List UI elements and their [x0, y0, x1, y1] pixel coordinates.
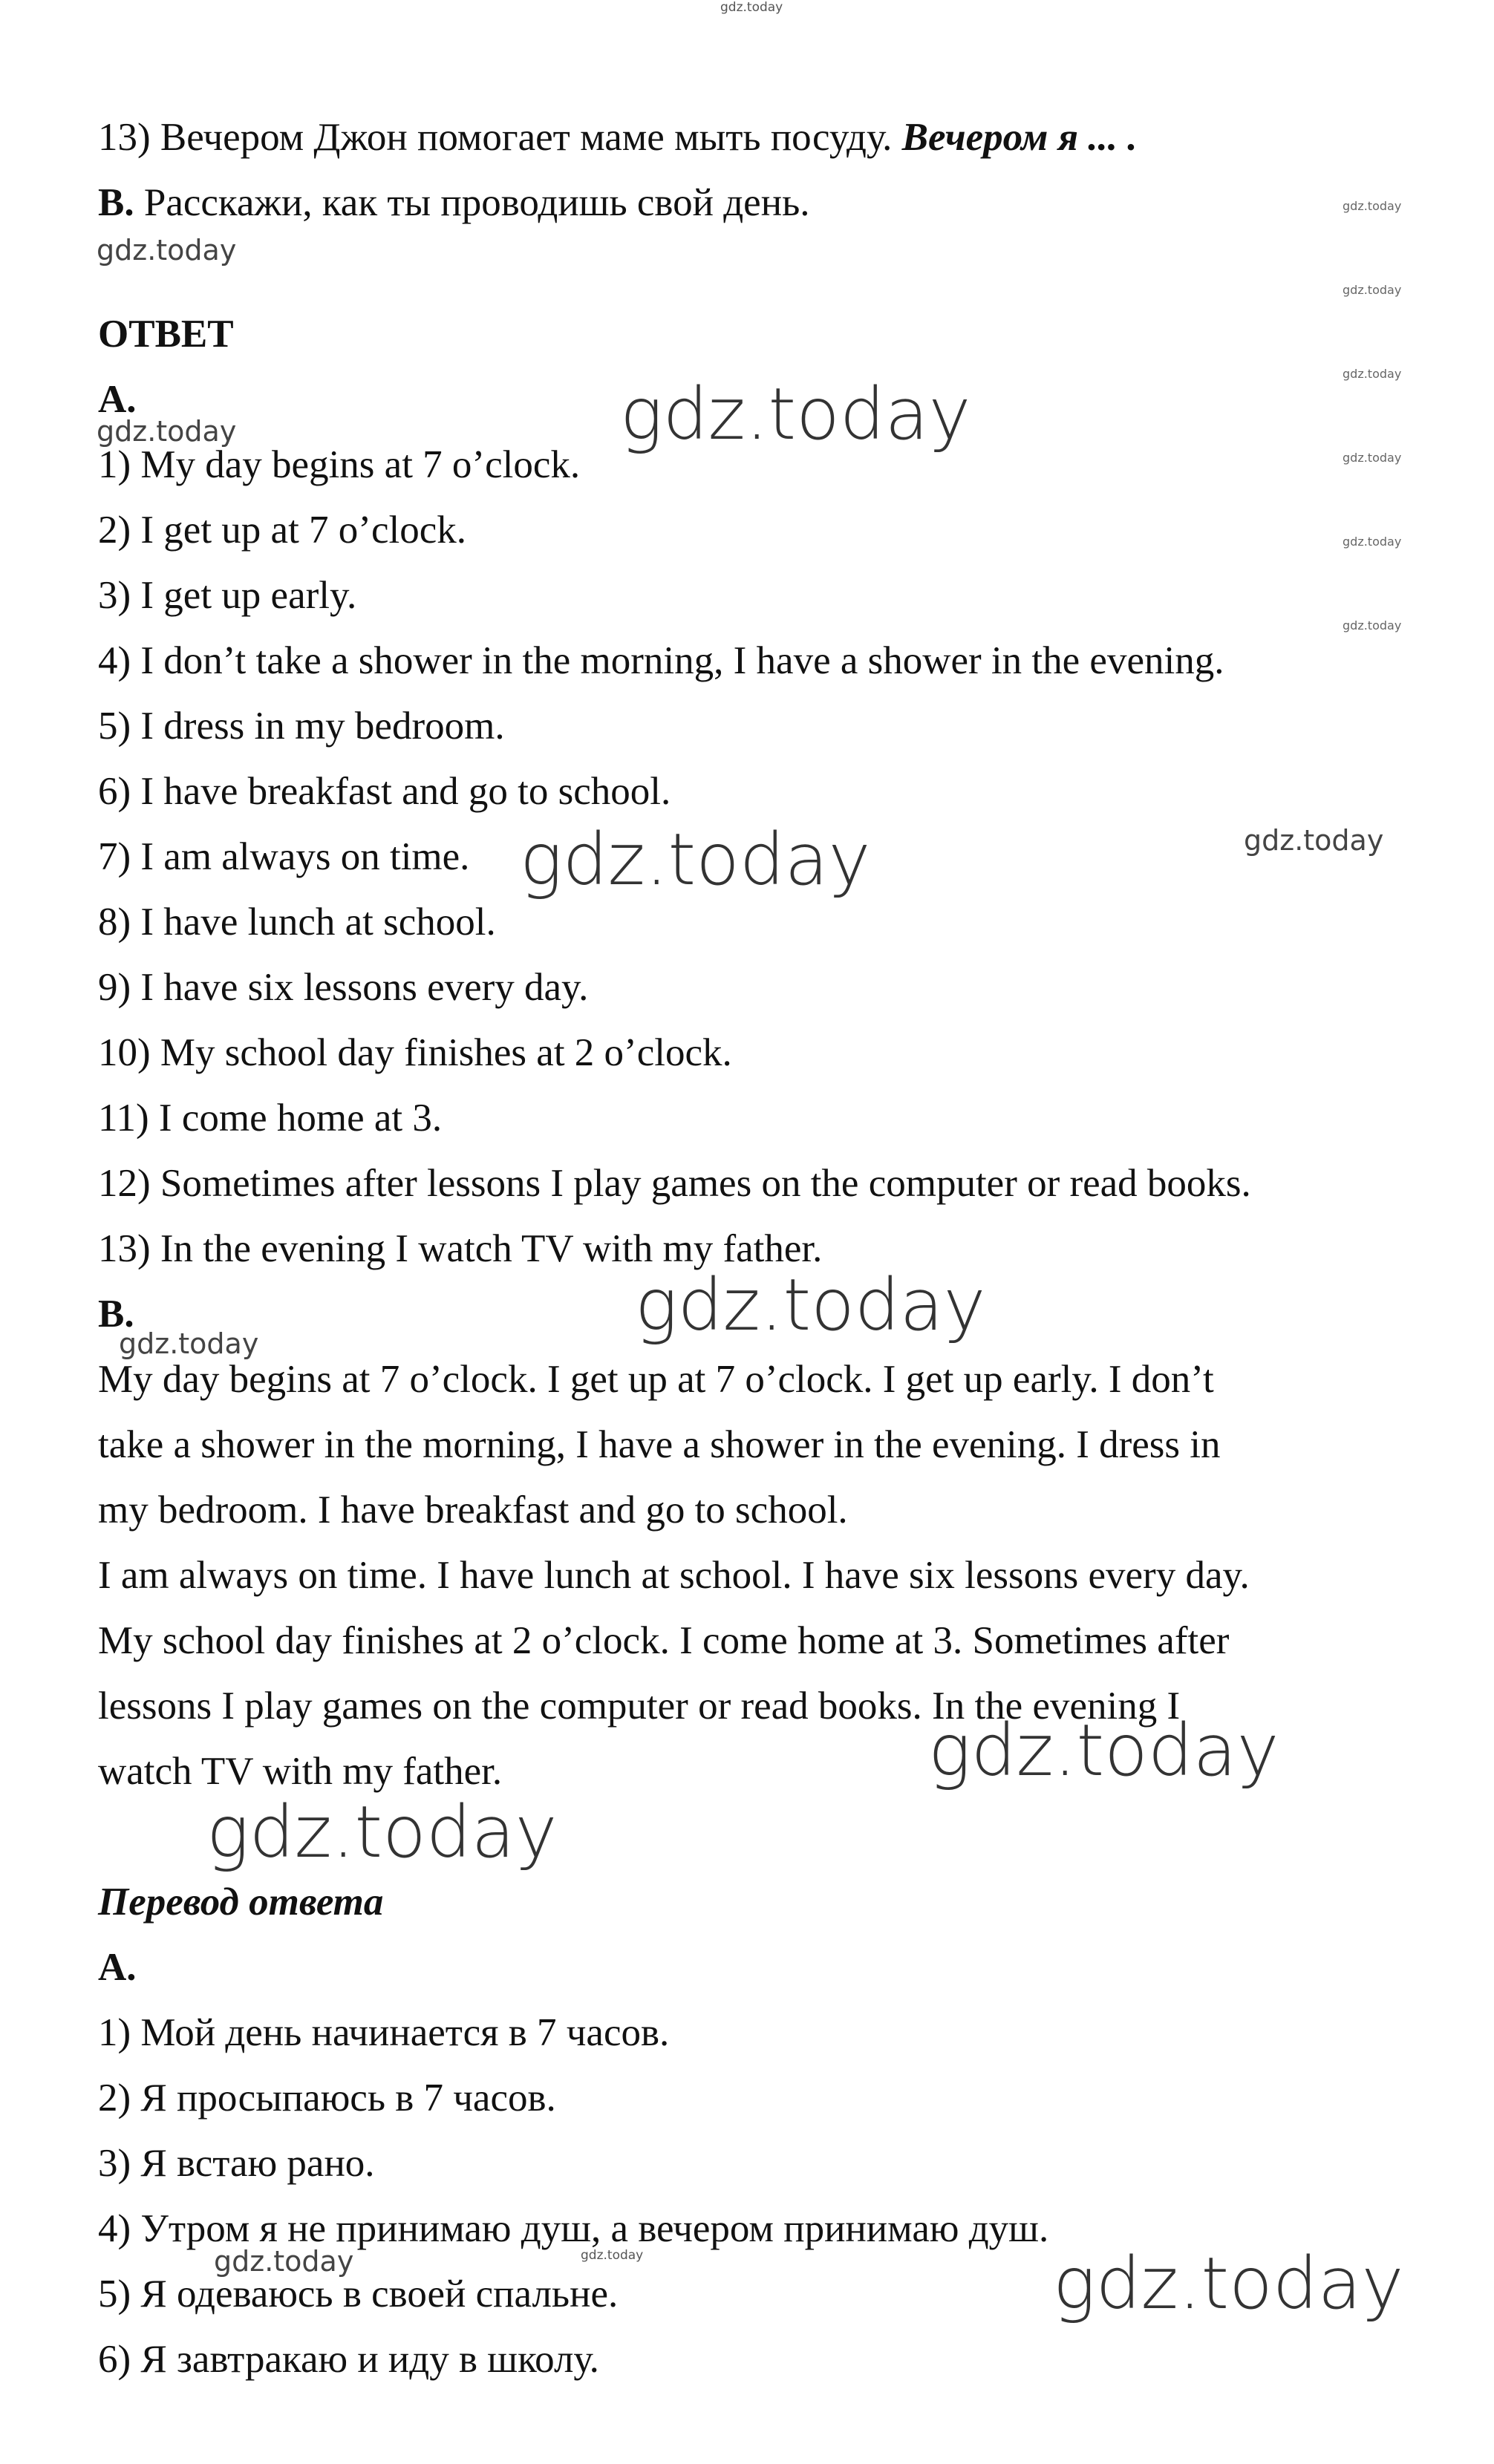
translation-a-item-4: 4) Утром я не принимаю душ, а вечером принимаю душ.	[98, 2207, 1049, 2250]
answer-a-item-10: 10) My school day finishes at 2 o’clock.	[98, 1031, 732, 1074]
watermark-small-right-6: gdz.today	[1343, 618, 1402, 633]
answer-a-item-9: 9) I have six lessons every day.	[98, 966, 589, 1009]
answer-b-line-1: My day begins at 7 o’clock. I get up at 7 o’clock. I get up early. I don’t	[98, 1358, 1214, 1401]
translation-a-item-5: 5) Я одеваюсь в своей спальне.	[98, 2272, 619, 2316]
watermark-small-right-1: gdz.today	[1343, 199, 1402, 213]
answer-a-item-5: 5) I dress in my bedroom.	[98, 705, 505, 748]
watermark-small-bottom: gdz.today	[581, 2248, 644, 2263]
watermark-large-1: gdz.today	[620, 373, 971, 456]
answer-b-line-3: my bedroom. I have breakfast and go to school.	[98, 1488, 848, 1532]
task-item-13-text: 13) Вечером Джон помогает маме мыть посуду.	[98, 116, 902, 159]
translation-a-item-2: 2) Я просыпаюсь в 7 часов.	[98, 2076, 556, 2120]
answer-a-item-11: 11) I come home at 3.	[98, 1097, 443, 1140]
translation-a-label: A.	[98, 1946, 137, 1989]
translation-a-item-6: 6) Я завтракаю и иду в школу.	[98, 2338, 599, 2381]
watermark-small-right-2: gdz.today	[1343, 283, 1402, 297]
watermark-small-right-3: gdz.today	[1343, 367, 1402, 381]
answer-a-item-7: 7) I am always on time.	[98, 835, 470, 878]
watermark-medium-5: gdz.today	[214, 2245, 354, 2278]
answer-b-line-7: watch TV with my father.	[98, 1750, 503, 1793]
watermark-medium-4: gdz.today	[119, 1327, 259, 1360]
task-item-13	[98, 111, 1138, 163]
watermark-small-right-4: gdz.today	[1343, 451, 1402, 465]
answer-a-item-8: 8) I have lunch at school.	[98, 901, 496, 944]
answer-a-item-6: 6) I have breakfast and go to school.	[98, 770, 671, 813]
answer-a-item-13: 13) In the evening I watch TV with my father.	[98, 1227, 823, 1270]
answer-b-label: B.	[98, 1293, 134, 1336]
watermark-large-3: gdz.today	[635, 1264, 986, 1347]
task-b-text: Расскажи, как ты проводишь свой день.	[134, 181, 810, 224]
answer-b-line-2: take a shower in the morning, I have a shower in the evening. I dress in	[98, 1423, 1221, 1466]
answer-a-item-3: 3) I get up early.	[98, 574, 357, 617]
task-b-label: B.	[98, 181, 134, 224]
watermark-large-4: gdz.today	[928, 1709, 1279, 1792]
watermark-large-6: gdz.today	[1053, 2242, 1404, 2325]
watermark-large-5: gdz.today	[206, 1791, 558, 1874]
answer-b-line-6: lessons I play games on the computer or read books. In the evening I	[98, 1684, 1181, 1728]
watermark-top: gdz.today	[720, 0, 783, 15]
answer-b-line-4: I am always on time. I have lunch at school. I have six lessons every day.	[98, 1554, 1250, 1597]
watermark-small-right-5: gdz.today	[1343, 535, 1402, 549]
translation-heading: Перевод ответа	[98, 1880, 384, 1924]
answer-heading: ОТВЕТ	[98, 313, 234, 356]
answer-a-item-12: 12) Sometimes after lessons I play games on the computer or read books.	[98, 1162, 1251, 1205]
task-b	[98, 177, 810, 229]
watermark-medium-1: gdz.today	[97, 234, 237, 267]
task-item-13-answer-prompt: Вечером я ... .	[901, 116, 1138, 159]
translation-a-item-3: 3) Я встаю рано.	[98, 2142, 375, 2185]
watermark-medium-3: gdz.today	[1244, 824, 1384, 857]
watermark-medium-2: gdz.today	[97, 415, 237, 448]
translation-a-item-1: 1) Мой день начинается в 7 часов.	[98, 2011, 670, 2054]
answer-a-item-1: 1) My day begins at 7 o’clock.	[98, 443, 581, 486]
answer-a-label: A.	[98, 378, 137, 421]
answer-b-line-5: My school day finishes at 2 o’clock. I come home at 3. Sometimes after	[98, 1619, 1230, 1662]
answer-a-item-2: 2) I get up at 7 o’clock.	[98, 509, 466, 552]
watermark-large-2: gdz.today	[520, 818, 871, 901]
answer-a-item-4: 4) I don’t take a shower in the morning, I have a shower in the evening.	[98, 639, 1224, 682]
